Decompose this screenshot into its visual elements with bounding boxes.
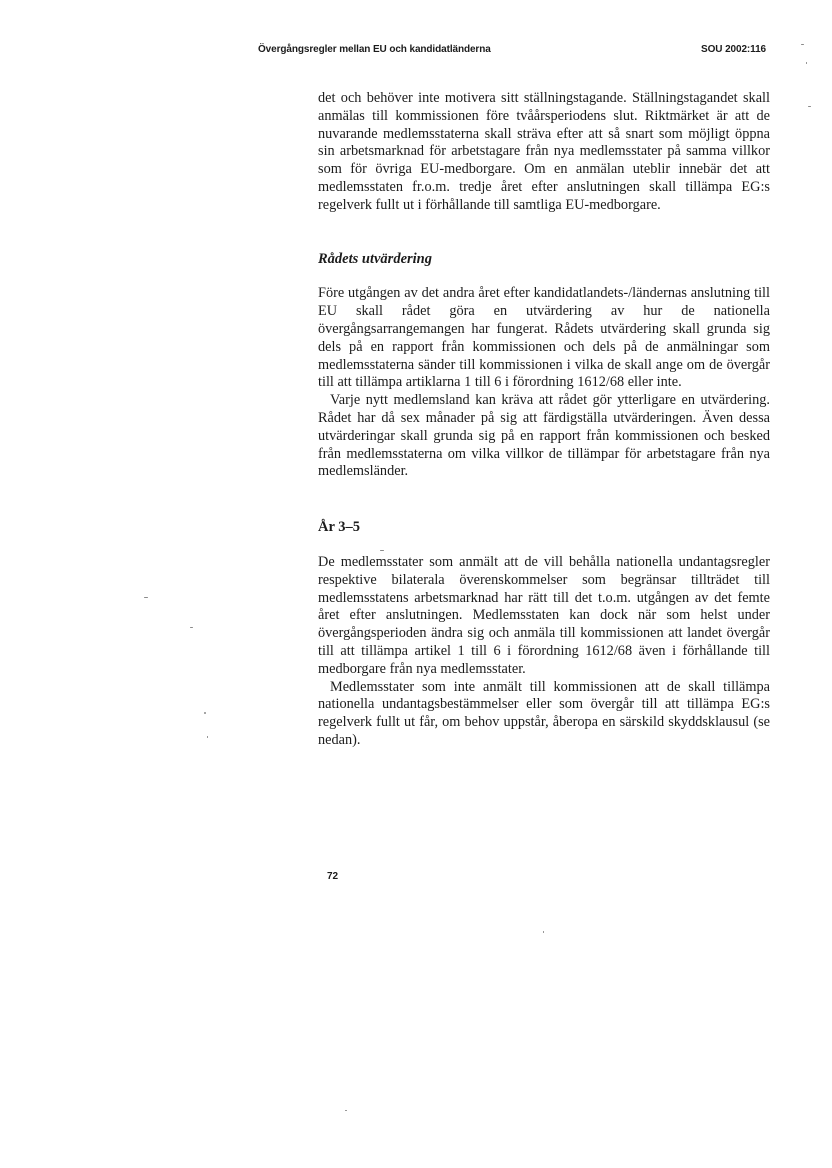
main-text-column [318,90,770,750]
header-report-number: SOU 2002:116 [701,44,766,55]
scan-speck [144,597,148,598]
section1-paragraph-1: Före utgången av det andra året efter kandidatlandets-/ländernas anslutning till EU skall rådet göra en utvärdering av hur de nationella övergångsarrangemangen har fungerat. Rådets utvärdering skall grunda sig dels på en rapport från kommissionen och dels på de anmälningar som medlemsstaterna sänder till kommissionen i vilka de skall ange om de övergår till att tillämpa artiklarna 1 till 6 i förordning 1612/68 eller inte. [318,285,770,391]
section2-paragraph-1: De medlemsstater som anmält att de vill behålla nationella undantagsregler respektive bilaterala överenskommelser som begränsar tillträdet till medlemsstatens arbetsmarknad har rätt till det t.o.m. utgången av det femte året efter anslutningen. Medlemsstaten kan dock när som helst under övergångsperioden ändra sig och anmäla till kommissionen att landet övergår till att tillämpa artikel 1 till 6 i förordning 1612/68 även i förhållande till medborgare från nya medlemsstater. [318,553,770,677]
scan-speck [801,44,804,45]
section-heading-ar-3-5: År 3–5 [318,519,361,536]
page-number: 72 [327,871,339,882]
scan-speck [345,1110,347,1111]
intro-paragraph: det och behöver inte motivera sitt ställningstagande. Ställningstagandet skall anmälas till kommissionen före tvåårsperiodens slut. Riktmärket är att de nuvarande medlemsstaterna skall sträva efter att så snart som möjligt öppna sin arbetsmarknad för arbetstagare från nya medlemsstater på samma villkor som för övriga EU-medborgare. Om en anmälan uteblir innebär det att medlemsstaten fr.o.m. tredje året efter anslutningen skall tillämpa EG:s regelverk fullt ut i förhållande till samtliga EU-medborgare. [318,90,770,213]
header-title: Övergångsregler mellan EU och kandidatländerna [258,44,491,55]
section2-paragraph-2: Medlemsstater som inte anmält till kommissionen att de skall tillämpa nationella undantagsbestämmelser eller som övergår till att tillämpa EG:s regelverk fullt ut får, om behov uppstår, åberopa en särskild skyddsklausul (se nedan). [318,678,770,748]
section1-paragraph-2: Varje nytt medlemsland kan kräva att rådet gör ytterligare en utvärdering. Rådet har då sex månader på sig att färdigställa utvärderingen. Även dessa utvärderingar skall grunda sig på en rapport från kommissionen och besked från medlemsstaterna om vilka villkor de tillämpar för arbetstagare från nya medlemsländer. [318,392,770,480]
scan-speck [806,62,807,64]
section-heading-radets-utvardering: Rådets utvärdering [318,250,432,267]
scan-speck [190,627,193,628]
running-header [258,44,766,58]
scan-speck [543,931,544,933]
scan-speck [207,736,208,738]
scan-speck [204,712,206,714]
scan-speck [380,550,384,551]
scan-speck [808,106,811,107]
